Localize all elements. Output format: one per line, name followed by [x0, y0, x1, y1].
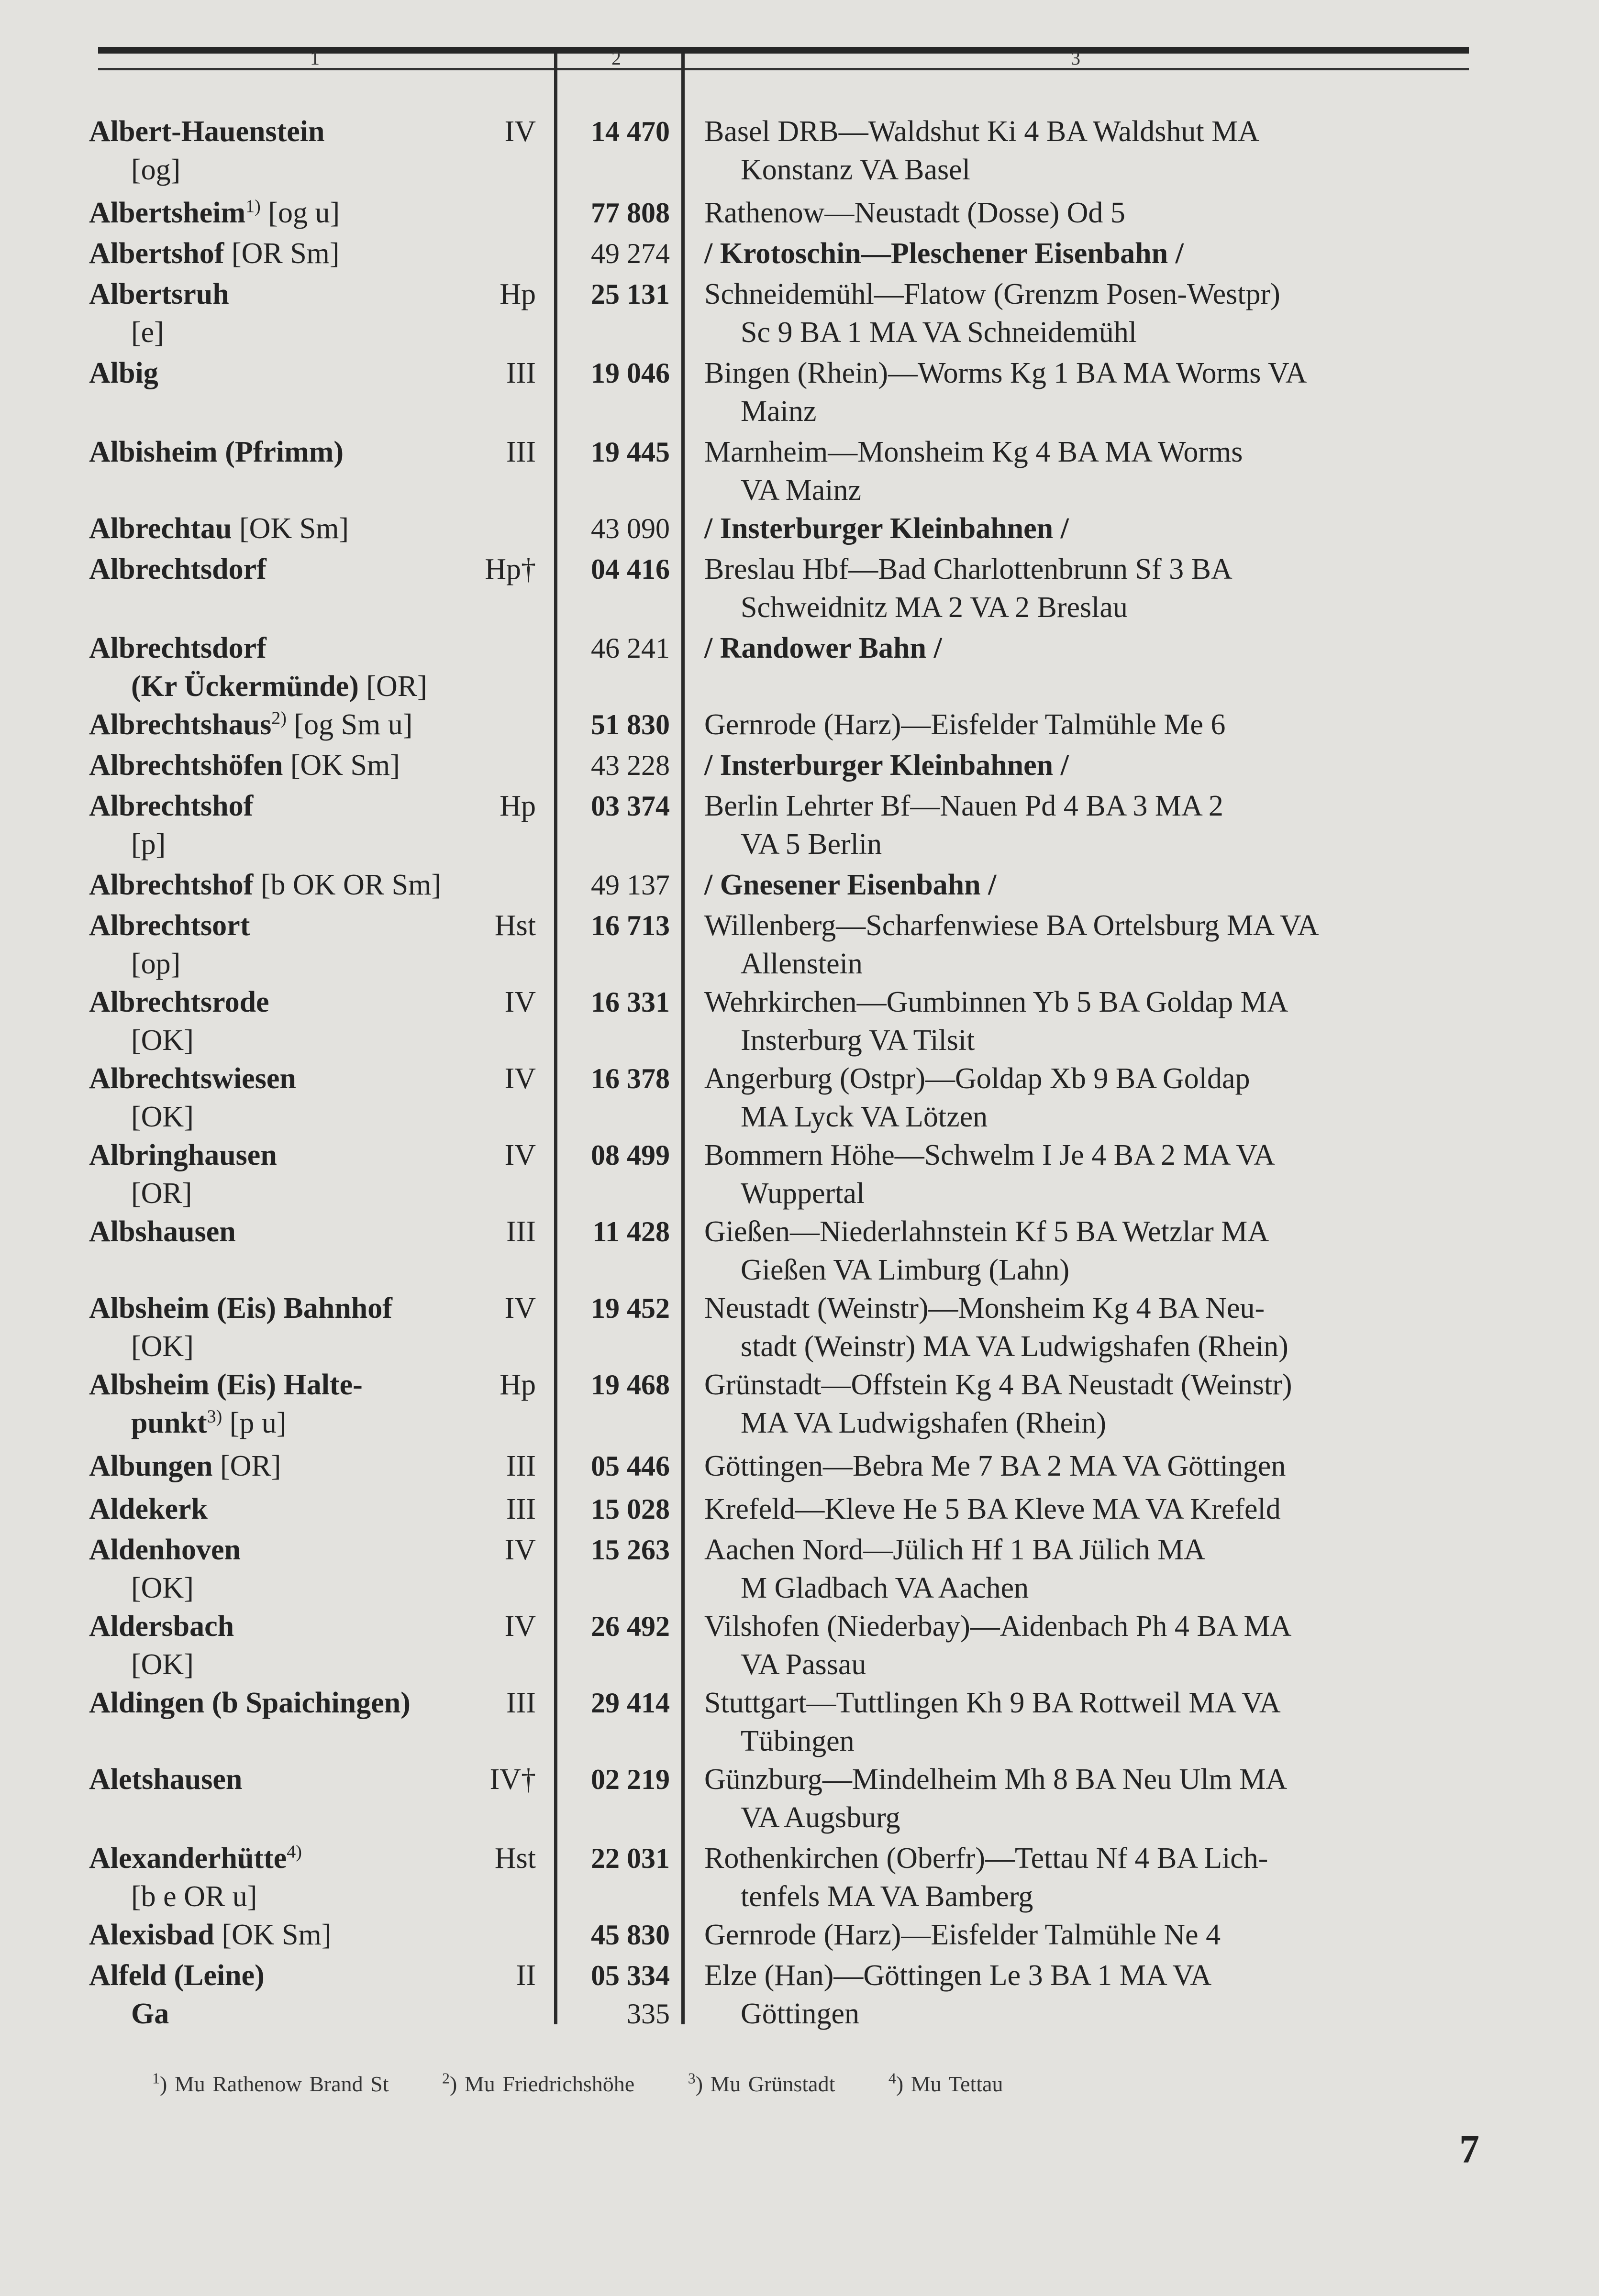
route-description: Krefeld—Kleve He 5 BA Kleve MA VA Krefeld — [704, 1493, 1281, 1525]
station-class: III — [506, 436, 536, 468]
route-description: Grünstadt—Offstein Kg 4 BA Neustadt (Weinstr) MA VA Ludwigshafen (Rhein) — [704, 1369, 1292, 1439]
station-class: Hst — [494, 909, 536, 942]
station-number: 15 028 — [591, 1493, 670, 1525]
station-name: Albertshof — [89, 237, 224, 270]
route-description: / Insterburger Kleinbahnen / — [704, 749, 1069, 782]
station-name: Albringhausen — [89, 1139, 277, 1171]
footnotes — [152, 2071, 1049, 2097]
station-code: [og u] — [260, 197, 340, 229]
footnote-3: $^3$) Mu Grünstadt — [688, 2069, 835, 2096]
route-description: Berlin Lehrter Bf—Nauen Pd 4 BA 3 MA 2 VA 5 Berlin — [704, 790, 1223, 861]
station-number: 29 414 — [591, 1687, 670, 1719]
station-class: Hp — [500, 278, 536, 310]
station-code: [b OK OR Sm] — [253, 869, 441, 901]
station-number: 05 334 335 — [591, 1960, 670, 2030]
station-name: Albsheim (Eis) Bahnhof — [89, 1292, 392, 1325]
station-number: 26 492 — [591, 1611, 670, 1642]
column-header-3: 3 — [1071, 47, 1080, 69]
station-class: IV — [504, 1062, 536, 1095]
footnote-4: $^4$) Mu Tettau — [888, 2069, 1003, 2096]
station-name: Aldenhoven — [89, 1534, 241, 1566]
route-description: Schneidemühl—Flatow (Grenzm Posen-Westpr) Sc 9 BA 1 MA VA Schneidemühl — [704, 278, 1280, 349]
station-name-cell — [89, 194, 534, 232]
station-code-line: [OK] — [131, 1024, 194, 1057]
station-code: [OK Sm] — [283, 749, 400, 782]
station-name-cell — [89, 234, 534, 273]
station-code-line: [OK] — [131, 1330, 194, 1363]
station-number: 08 499 — [591, 1139, 670, 1171]
route-description: Wehrkirchen—Gumbinnen Yb 5 BA Goldap MA Insterburg VA Tilsit — [704, 986, 1288, 1057]
station-number: 11 428 — [592, 1216, 670, 1247]
station-name-cell — [89, 1916, 534, 1954]
station-name: Alexanderhütte — [89, 1842, 287, 1875]
station-name-continuation: Ga — [131, 1998, 169, 2030]
station-name: Albrechtshöfen — [89, 749, 283, 782]
station-code: [OR] — [212, 1450, 281, 1482]
footnote-1: $^1$) Mu Rathenow Brand St — [152, 2069, 389, 2096]
route-description: Günzburg—Mindelheim Mh 8 BA Neu Ulm MA VA Augsburg — [704, 1763, 1288, 1834]
station-name-continuation: punkt$^{3)}$ [p u] — [131, 1406, 287, 1439]
station-class: III — [506, 1215, 536, 1248]
route-description: Breslau Hbf—Bad Charlottenbrunn Sf 3 BA Schweidnitz MA 2 VA 2 Breslau — [704, 553, 1233, 624]
top-thick-rule — [98, 47, 1469, 54]
station-code-line: [OR] — [131, 1177, 192, 1210]
route-description: / Insterburger Kleinbahnen / — [704, 512, 1069, 545]
route-description: Rothenkirchen (Oberfr)—Tettau Nf 4 BA Lich- tenfels MA VA Bamberg — [704, 1842, 1268, 1913]
station-name: Aletshausen — [89, 1763, 243, 1796]
station-class: IV — [504, 1292, 536, 1325]
station-code-line: [op] — [131, 948, 181, 980]
station-number: 51 830 — [591, 709, 670, 740]
station-name: Alexisbad — [89, 1919, 214, 1951]
route-description: Willenberg—Scharfenwiese BA Ortelsburg MA VA Allenstein — [704, 909, 1319, 980]
station-name: Albsheim (Eis) Halte- — [89, 1369, 363, 1401]
station-number: 03 374 — [591, 790, 670, 822]
route-description: / Gnesener Eisenbahn / — [704, 869, 997, 901]
station-number: 16 331 — [591, 986, 670, 1018]
route-description: / Krotoschin—Pleschener Eisenbahn / — [704, 237, 1184, 270]
station-code: [OK Sm] — [232, 512, 349, 545]
station-code-line: [e] — [131, 316, 164, 349]
station-number: 14 470 — [591, 116, 670, 147]
station-name: Albig — [89, 357, 158, 389]
station-name-cell — [89, 509, 534, 548]
page-number: 7 — [1459, 2127, 1479, 2172]
station-code: [OK Sm] — [214, 1919, 332, 1951]
station-name: Albisheim (Pfrimm) — [89, 436, 344, 468]
route-description: Angerburg (Ostpr)—Goldap Xb 9 BA Goldap MA Lyck VA Lötzen — [704, 1062, 1250, 1133]
footnote-mark: 2) — [271, 708, 287, 729]
station-number: 16 378 — [591, 1063, 670, 1094]
station-class: III — [506, 357, 536, 389]
station-class: III — [506, 1450, 536, 1482]
station-name: Albrechtsdorf — [89, 553, 266, 585]
station-name: Albrechtsort — [89, 909, 250, 942]
station-number: 19 046 — [591, 357, 670, 389]
column-header-2: 2 — [611, 47, 621, 69]
station-name: Albungen — [89, 1450, 213, 1482]
route-description: Neustadt (Weinstr)—Monsheim Kg 4 BA Neu- stadt (Weinstr) MA VA Ludwigshafen (Rhein) — [704, 1292, 1288, 1363]
station-number: 16 713 — [591, 910, 670, 941]
station-class: III — [506, 1687, 536, 1719]
column-divider-1 — [554, 54, 557, 2024]
station-name: Albrechtshof — [89, 790, 254, 822]
station-number: 49 137 — [591, 869, 670, 901]
station-code: [OR Sm] — [224, 237, 340, 270]
station-number: 46 241 — [591, 632, 670, 664]
station-number: 77 808 — [591, 197, 670, 229]
route-description: Elze (Han)—Göttingen Le 3 BA 1 MA VA Göttingen — [704, 1959, 1212, 2030]
route-description: / Randower Bahn / — [704, 632, 942, 664]
station-class: IV — [504, 115, 536, 148]
station-name-cell — [89, 706, 534, 744]
station-number: 22 031 — [591, 1843, 670, 1874]
station-class: Hp — [500, 790, 536, 822]
route-description: Bingen (Rhein)—Worms Kg 1 BA MA Worms VA Mainz — [704, 357, 1307, 428]
station-class: IV — [504, 1534, 536, 1566]
station-name-cell — [89, 746, 534, 784]
station-class: Hp — [500, 1369, 536, 1401]
station-name: Albrechtsrode — [89, 986, 269, 1018]
route-description: Gernrode (Harz)—Eisfelder Talmühle Me 6 — [704, 708, 1226, 741]
station-number: 02 219 — [591, 1764, 670, 1795]
route-description: Basel DRB—Waldshut Ki 4 BA Waldshut MA Konstanz VA Basel — [704, 115, 1260, 186]
station-number: 25 131 — [591, 278, 670, 310]
station-code-line: [b e OR u] — [131, 1880, 257, 1913]
station-number: 15 263 — [591, 1534, 670, 1566]
station-name: Albrechtshof — [89, 869, 254, 901]
station-number: 49 274 — [591, 238, 670, 269]
station-name: Albrechtau — [89, 512, 232, 545]
station-name: Aldekerk — [89, 1493, 208, 1525]
station-name: Albrechtshaus — [89, 708, 272, 741]
route-description: Göttingen—Bebra Me 7 BA 2 MA VA Göttingen — [704, 1450, 1286, 1482]
station-name: Albertsruh — [89, 278, 229, 310]
station-class: III — [506, 1493, 536, 1525]
station-class: IV† — [489, 1763, 536, 1796]
station-class: IV — [504, 986, 536, 1018]
station-number: 19 452 — [591, 1292, 670, 1324]
station-name: Albert-Hauenstein — [89, 115, 325, 148]
station-name: Albshausen — [89, 1215, 236, 1248]
station-class: Hp† — [485, 553, 536, 585]
station-name: Albrechtsdorf — [89, 632, 266, 664]
station-number: 45 830 — [591, 1919, 670, 1951]
station-number: 43 090 — [591, 513, 670, 544]
station-number: 19 468 — [591, 1369, 670, 1401]
station-number: 19 445 — [591, 436, 670, 468]
station-name: Albrechtswiesen — [89, 1062, 296, 1095]
station-name-cell — [89, 629, 534, 706]
route-description: Gernrode (Harz)—Eisfelder Talmühle Ne 4 — [704, 1919, 1221, 1951]
top-thin-rule — [98, 68, 1469, 70]
route-description: Bommern Höhe—Schwelm I Je 4 BA 2 MA VA Wuppertal — [704, 1139, 1275, 1210]
station-code-line: [OK] — [131, 1572, 194, 1604]
column-header-1: 1 — [310, 47, 320, 69]
station-name-continuation: (Kr Ückermünde) [OR] — [131, 670, 427, 703]
footnote-mark: 4) — [287, 1842, 302, 1862]
footnote-mark: 1) — [245, 196, 261, 217]
station-code: [og Sm u] — [286, 708, 413, 741]
footnote-2: $^2$) Mu Friedrichshöhe — [442, 2069, 635, 2096]
column-divider-2 — [681, 54, 685, 2024]
route-description: Marnheim—Monsheim Kg 4 BA MA Worms VA Mainz — [704, 436, 1243, 507]
station-code-line: [OK] — [131, 1101, 194, 1133]
station-name-cell — [89, 866, 534, 904]
station-name: Albertsheim — [89, 197, 246, 229]
station-name: Aldersbach — [89, 1610, 234, 1643]
station-class: IV — [504, 1139, 536, 1171]
station-name: Aldingen (b Spaichingen) — [89, 1687, 411, 1719]
station-number: 05 446 — [591, 1450, 670, 1482]
route-description: Stuttgart—Tuttlingen Kh 9 BA Rottweil MA VA Tübingen — [704, 1687, 1281, 1757]
station-code-line: [og] — [131, 154, 181, 186]
route-description: Vilshofen (Niederbay)—Aidenbach Ph 4 BA MA VA Passau — [704, 1610, 1292, 1681]
route-description: Gießen—Niederlahnstein Kf 5 BA Wetzlar MA Gießen VA Limburg (Lahn) — [704, 1215, 1269, 1286]
route-description: Aachen Nord—Jülich Hf 1 BA Jülich MA M Gladbach VA Aachen — [704, 1534, 1205, 1604]
station-code-line: [OK] — [131, 1648, 194, 1681]
station-class: Hst — [494, 1842, 536, 1875]
station-number: 04 416 — [591, 553, 670, 585]
station-name: Alfeld (Leine) — [89, 1959, 265, 1992]
station-class: II — [516, 1959, 536, 1992]
station-number: 43 228 — [591, 750, 670, 781]
station-class: IV — [504, 1610, 536, 1643]
route-description: Rathenow—Neustadt (Dosse) Od 5 — [704, 197, 1125, 229]
station-code-line: [p] — [131, 828, 166, 861]
